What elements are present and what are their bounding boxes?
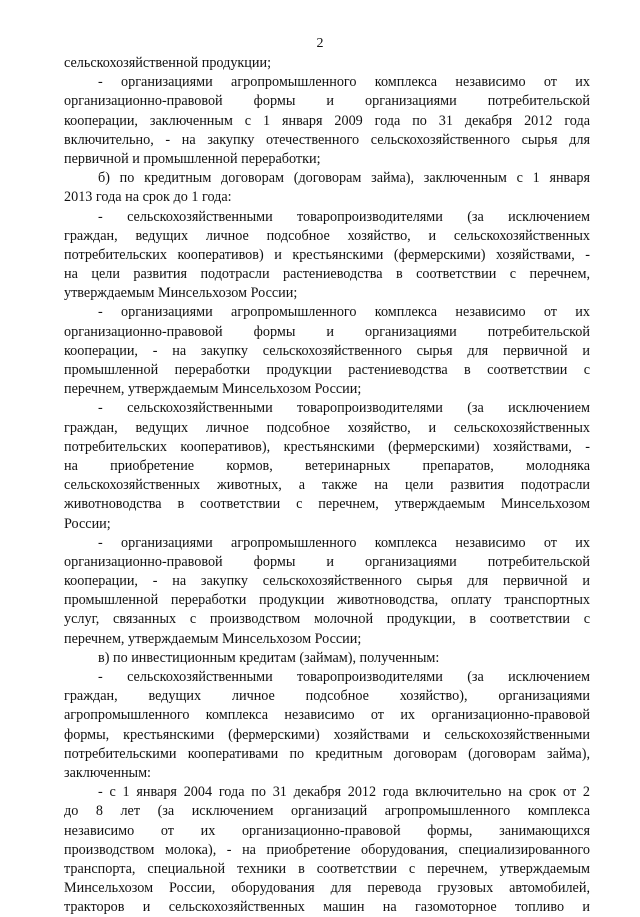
text-line: потребительских кооперативов) и крестьянскими (фермерскими) хозяйствами, - [64,246,590,263]
text-line: перечнем, утверждаемым Минсельхозом России; [64,381,362,398]
text-line: на цели развития подотрасли растениеводства в соответствии с перечнем, [64,266,590,283]
text-line: заключенным: [64,764,152,781]
text-line: организационно-правовой формы и организациями потребительской [64,93,590,110]
text-line: - с 1 января 2004 года по 31 декабря 2012 года включительно на срок от 2 [98,784,590,801]
text-line: б) по кредитным договорам (договорам займа), заключенным с 1 января [98,170,590,187]
text-line: кооперации, заключенным с 1 января 2009 года по 31 декабря 2012 года [64,112,590,129]
text-line: в) по инвестиционным кредитам (займам), полученным: [98,649,440,666]
text-line: до 8 лет (за исключением организаций агропромышленного комплекса [64,803,590,820]
text-line: 2013 года на срок до 1 года: [64,189,232,206]
text-line: граждан, ведущих личное подсобное хозяйство, и сельскохозяйственных [64,227,590,244]
text-line: формы, крестьянскими (фермерскими) хозяйствами и сельскохозяйственными [64,726,590,743]
text-line: - сельскохозяйственными товаропроизводителями (за исключением [98,208,590,225]
text-line: организационно-правовой формы и организациями потребительской [64,553,590,570]
text-line: Минсельхозом России, оборудования для перевода грузовых автомобилей, [64,880,590,897]
text-line: России; [64,515,111,532]
text-line: граждан, ведущих личное подсобное хозяйство), организациями [64,688,590,705]
text-line: на приобретение кормов, ветеринарных препаратов, молодняка [64,457,590,474]
text-line: кооперации, - на закупку сельскохозяйственного сырья для первичной и [64,342,590,359]
text-line: организационно-правовой формы и организациями потребительской [64,323,590,340]
text-line: сельскохозяйственных животных, а также на цели развития подотрасли [64,477,590,494]
text-line: сельскохозяйственной продукции; [64,55,272,71]
page-number: 2 [316,36,324,51]
text-line: утверждаемым Минсельхозом России; [64,285,298,302]
text-line: перечнем, утверждаемым Минсельхозом России; [64,630,362,647]
text-line: тракторов и сельскохозяйственных машин на газомоторное топливо и [64,899,590,916]
text-line: независимо от их организационно-правовой формы, занимающихся [64,822,590,839]
text-line: транспорта, специальной техники в соответствии с перечнем, утверждаемым [64,860,590,877]
text-line: граждан, ведущих личное подсобное хозяйство, и сельскохозяйственных [64,419,590,436]
text-line: промышленной переработки продукции животноводства, оплату транспортных [64,592,590,609]
text-line: первичной и промышленной переработки; [64,150,321,167]
text-line: потребительских кооперативов), крестьянскими (фермерскими) хозяйствами, - [64,438,590,455]
text-line: - организациями агропромышленного комплекса независимо от их [98,534,590,551]
text-line: производством молока), - на приобретение оборудования, специализированного [64,841,590,858]
text-line: - организациями агропромышленного комплекса независимо от их [98,74,590,91]
text-line: - организациями агропромышленного комплекса независимо от их [98,304,590,321]
text-line: - сельскохозяйственными товаропроизводителями (за исключением [98,669,590,685]
text-line: - сельскохозяйственными товаропроизводителями (за исключением [98,400,590,417]
text-line: агропромышленного комплекса независимо от их организационно-правовой [64,707,590,724]
text-line: промышленной переработки продукции растениеводства в соответствии с [64,362,590,378]
text-line: животноводства в соответствии с перечнем, утверждаемым Минсельхозом [64,496,590,513]
text-line: потребительскими кооперативами по кредитным договорам (договорам займа), [64,745,590,762]
document-body [64,54,590,917]
text-line: кооперации, - на закупку сельскохозяйственного сырья для первичной и [64,573,590,590]
text-line: услуг, связанных с производством молочной продукции, в соответствии с [64,611,590,628]
text-line: включительно, - на закупку отечественного сельскохозяйственного сырья для [64,131,590,148]
